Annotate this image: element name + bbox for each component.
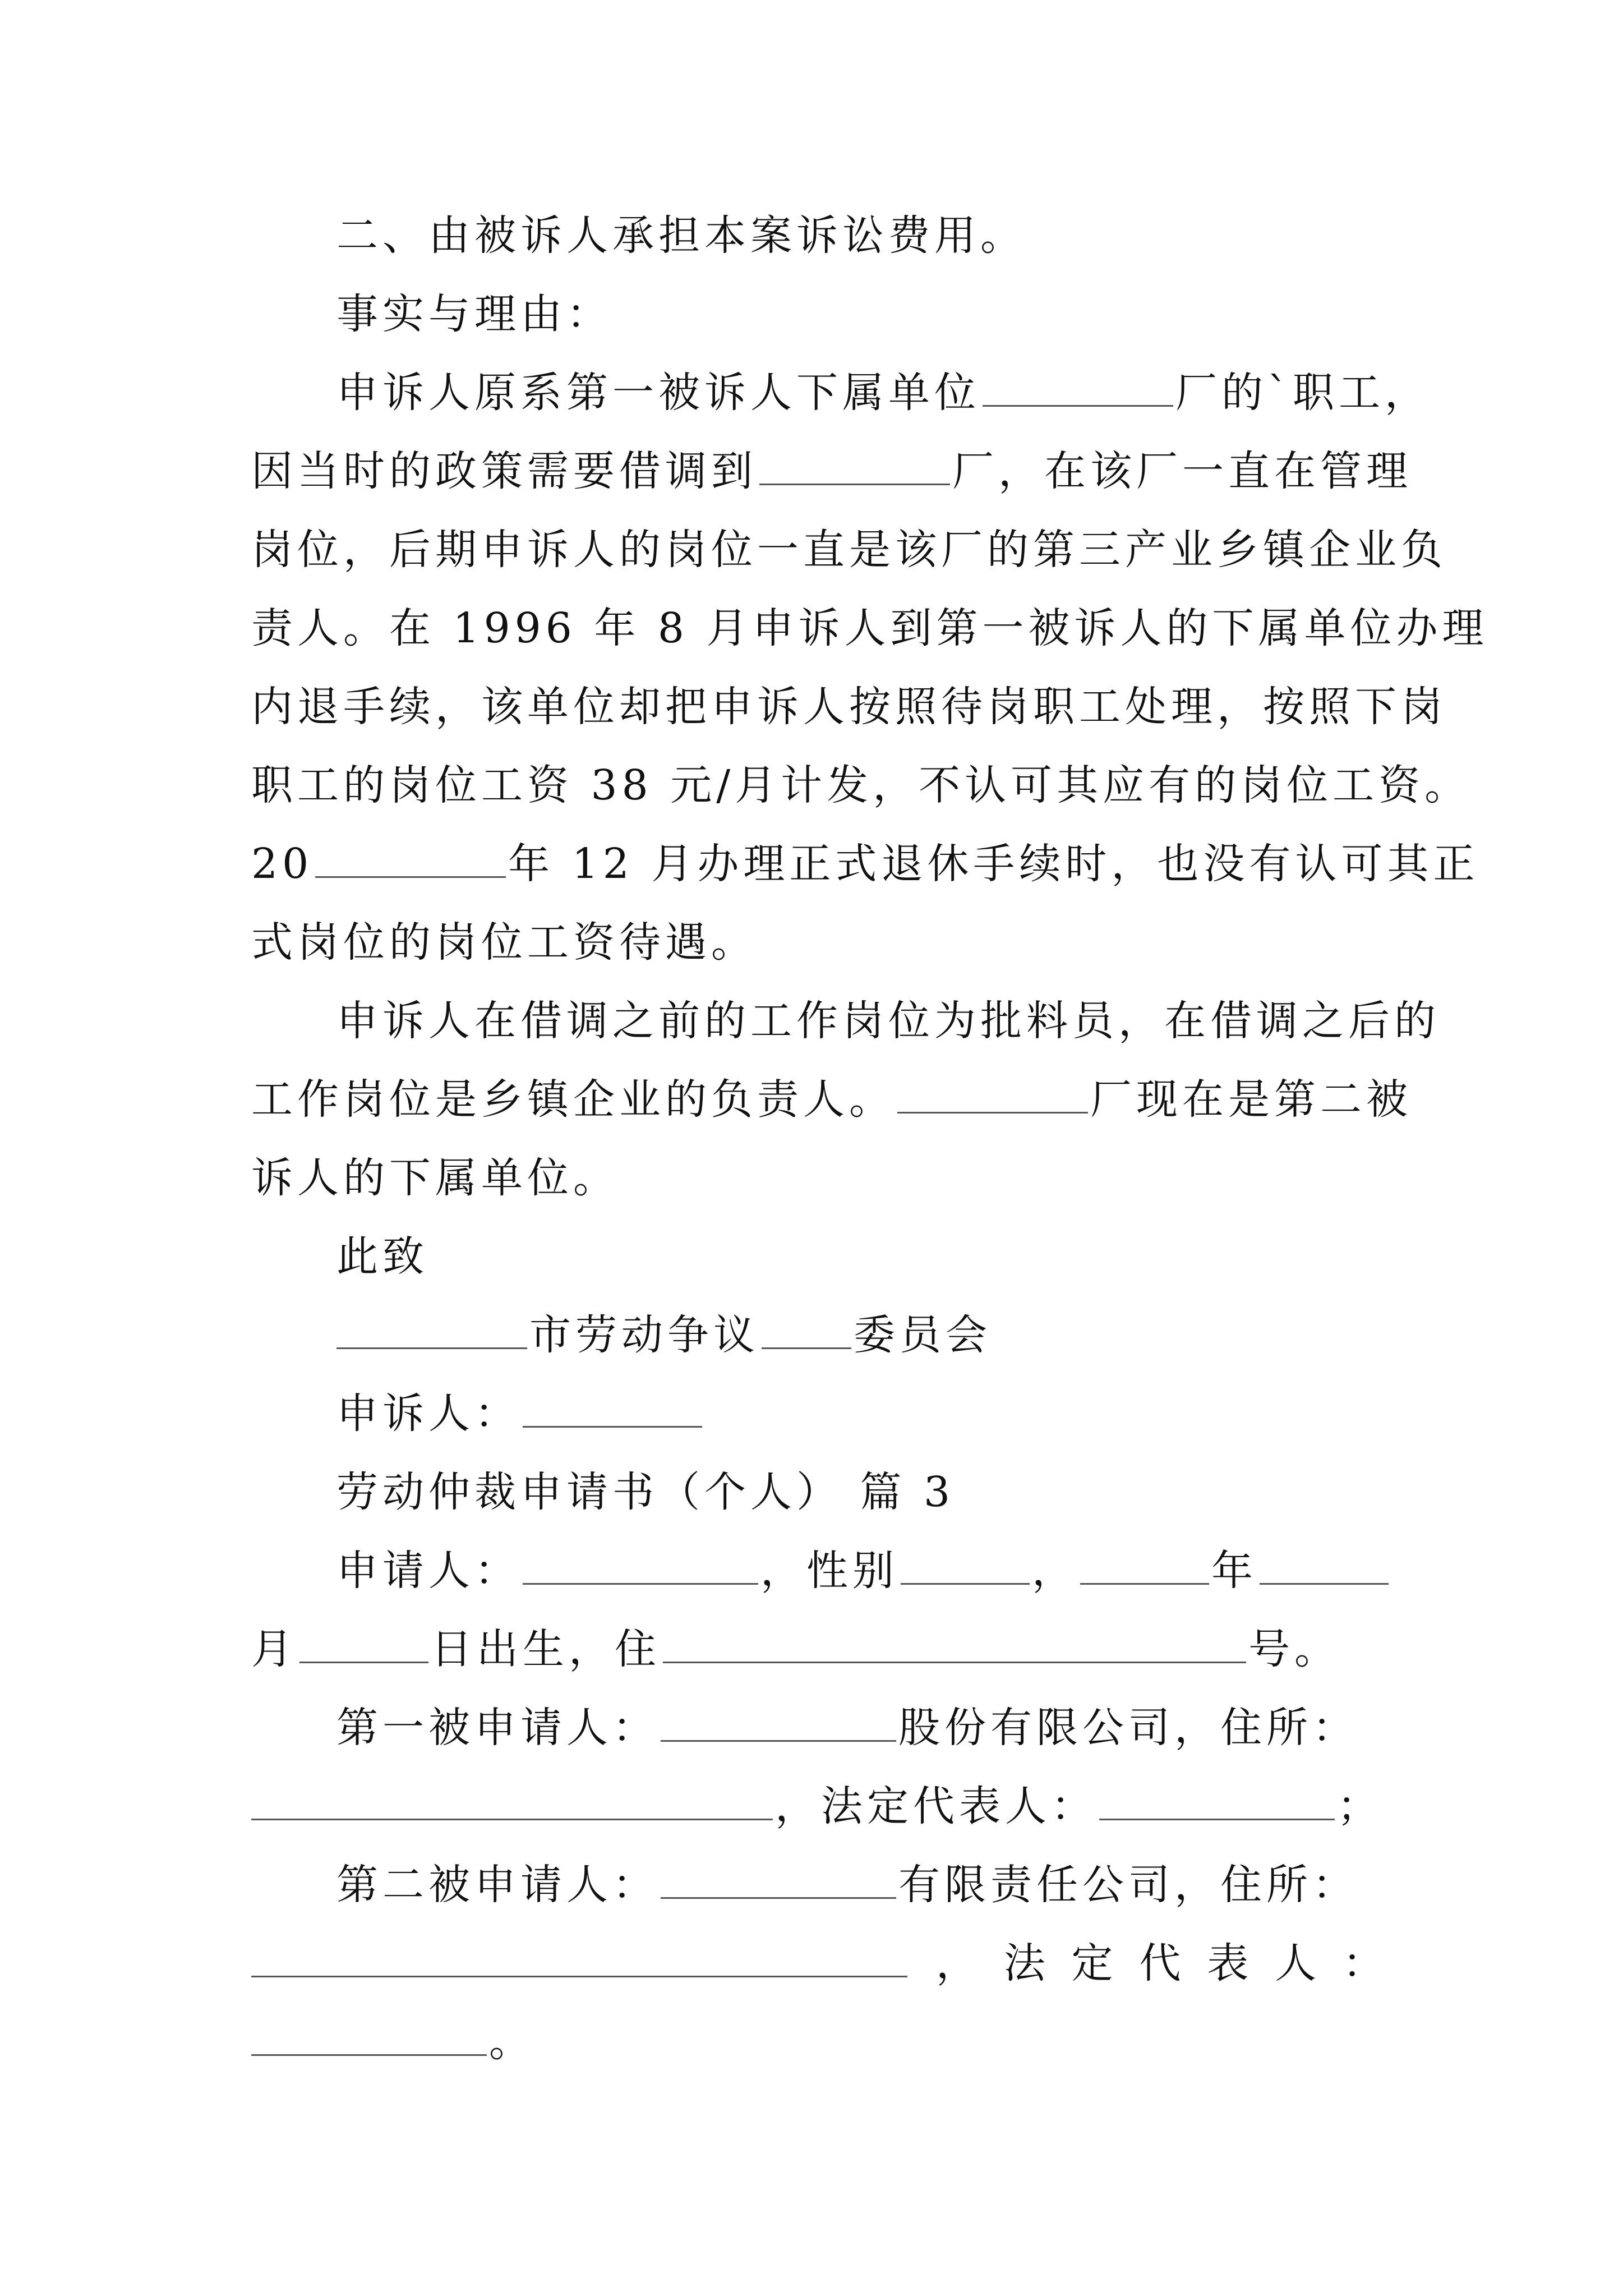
paragraph-text: 厂，在该厂一直在管理 xyxy=(952,447,1412,495)
blank-field xyxy=(897,1073,1088,1114)
blank-field xyxy=(251,2015,487,2056)
text-line xyxy=(251,444,1412,498)
paragraph-text: 式岗位的岗位工资待遇。 xyxy=(251,918,757,967)
recipient-text: 委员会 xyxy=(854,1311,992,1359)
text-line xyxy=(336,366,1431,420)
paragraph-text: 二、由被诉人承担本案诉讼费用。 xyxy=(336,211,1026,260)
text-line xyxy=(336,1858,1385,1912)
blank-field xyxy=(661,1701,896,1742)
blank-field xyxy=(299,1622,428,1663)
paragraph-text: 厂现在是第二被 xyxy=(1090,1075,1412,1124)
paragraph-text: ， xyxy=(1032,1547,1078,1595)
text-line xyxy=(251,601,1488,655)
paragraph-text: 20 xyxy=(251,840,313,888)
blank-field xyxy=(523,1387,702,1428)
blank-field xyxy=(983,366,1173,407)
paragraph-text: 代 xyxy=(1139,1939,1181,1987)
blank-field xyxy=(901,1544,1030,1585)
text-line xyxy=(251,523,1447,577)
title-text: 劳动仲裁申请书（个人） 篇 3 xyxy=(336,1468,955,1516)
paragraph-text: 人 xyxy=(1275,1939,1317,1987)
recipient-text: 市劳动争议 xyxy=(529,1311,759,1359)
blank-field xyxy=(1099,1779,1335,1820)
blank-field xyxy=(759,444,950,485)
paragraph-text: 日出生，住 xyxy=(431,1625,661,1673)
signature-label: 申诉人： xyxy=(336,1389,520,1438)
text-line xyxy=(336,1544,1385,1598)
paragraph-text: 工作岗位是乡镇企业的负责人。 xyxy=(251,1075,895,1124)
blank-field xyxy=(663,1622,1246,1663)
text-line xyxy=(251,837,1479,891)
blank-field xyxy=(336,1308,527,1349)
text-line xyxy=(336,994,1440,1048)
paragraph-text: 法 xyxy=(1003,1939,1045,1987)
paragraph-text: 申请人： xyxy=(336,1547,520,1595)
document-title xyxy=(336,1465,1385,1519)
blank-field xyxy=(661,1858,896,1899)
paragraph-text: 第一被申请人： xyxy=(336,1704,658,1752)
heading-text: 事实与理由： xyxy=(336,290,612,338)
paragraph-text: 内退手续，该单位却把申诉人按照待岗职工处理，按照下岗 xyxy=(251,683,1447,731)
paragraph-text: ，法定代表人： xyxy=(775,1782,1097,1830)
paragraph-text: ： xyxy=(1342,1939,1384,1987)
paragraph-text: 号。 xyxy=(1248,1625,1340,1673)
text-line xyxy=(251,915,1384,969)
text-line xyxy=(336,209,1385,263)
paragraph-text: 月 xyxy=(251,1625,297,1673)
salutation xyxy=(336,1230,1385,1283)
paragraph-text: 年 12 月办理正式退休手续时，也没有认可其正 xyxy=(508,840,1479,888)
text-line xyxy=(336,1701,1385,1755)
salutation-text: 此致 xyxy=(336,1232,428,1281)
text-line xyxy=(251,758,1471,812)
text-line xyxy=(251,680,1447,734)
paragraph-text: 责人。在 1996 年 8 月申诉人到第一被诉人的下属单位办理 xyxy=(251,604,1488,652)
text-line xyxy=(251,1622,1384,1676)
signature-line xyxy=(336,1387,1385,1441)
blank-field xyxy=(762,1308,851,1349)
paragraph-text: 职工的岗位工资 38 元/月计发，不认可其应有的岗位工资。 xyxy=(251,761,1471,809)
paragraph-text: 因当时的政策需要借调到 xyxy=(251,447,757,495)
paragraph-text: 申诉人在借调之前的工作岗位为批料员，在借调之后的 xyxy=(336,997,1440,1045)
paragraph-text: 年 xyxy=(1211,1547,1257,1595)
blank-field xyxy=(1260,1544,1389,1585)
paragraph-text: 股份有限公司，住所： xyxy=(898,1704,1358,1752)
blank-field xyxy=(1080,1544,1209,1585)
paragraph-text: ，性别 xyxy=(760,1547,898,1595)
paragraph-text: 第二被申请人： xyxy=(336,1861,658,1909)
paragraph-text: 有限责任公司，住所： xyxy=(898,1861,1358,1909)
paragraph-text: 岗位，后期申诉人的岗位一直是该厂的第三产业乡镇企业负 xyxy=(251,526,1447,574)
text-line xyxy=(251,2015,1384,2069)
recipient-line xyxy=(336,1308,1385,1362)
paragraph-text: 诉人的下属单位。 xyxy=(251,1154,619,1202)
text-line xyxy=(251,1779,1384,1833)
blank-field xyxy=(523,1544,758,1585)
text-line xyxy=(251,1073,1412,1126)
section-heading xyxy=(336,287,1385,341)
paragraph-text: ， xyxy=(935,1939,978,1987)
text-line xyxy=(251,1936,1384,1990)
text-line xyxy=(251,1151,1384,1205)
paragraph-text: 厂的`职工， xyxy=(1175,369,1431,417)
blank-field xyxy=(315,837,506,878)
paragraph-text: 定 xyxy=(1071,1939,1113,1987)
blank-field xyxy=(251,1936,907,1977)
paragraph-text: 。 xyxy=(489,2018,535,2066)
paragraph-text: 申诉人原系第一被诉人下属单位 xyxy=(336,369,980,417)
blank-field xyxy=(251,1779,773,1820)
paragraph-text: ； xyxy=(1337,1782,1383,1830)
paragraph-text: 表 xyxy=(1207,1939,1249,1987)
